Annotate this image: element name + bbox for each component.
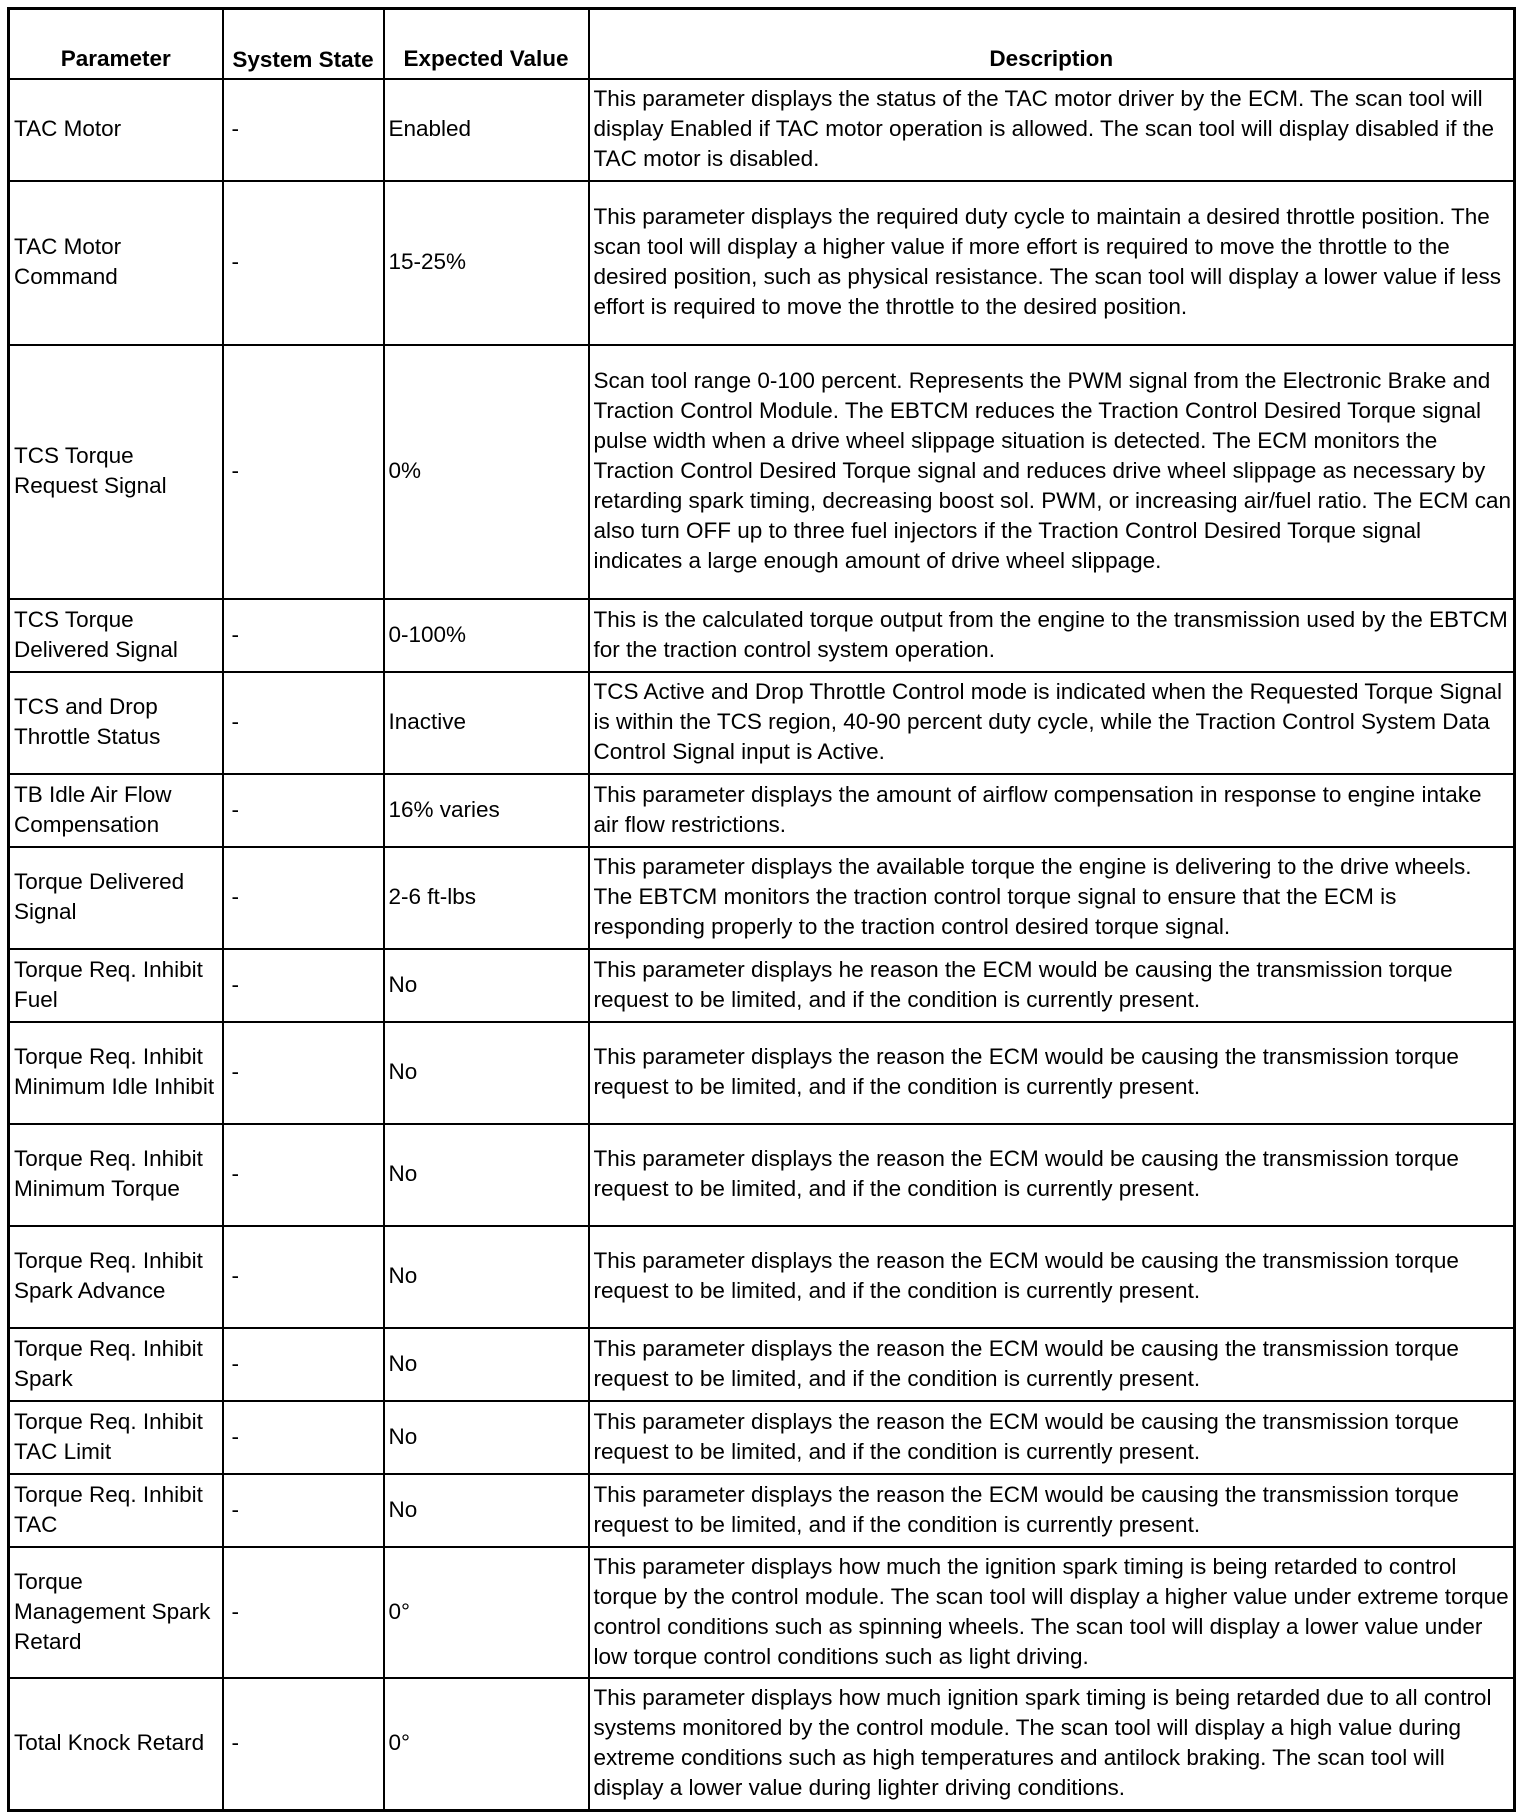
cell-system-state: - (223, 774, 384, 847)
cell-expected-value: 2-6 ft-lbs (384, 847, 589, 949)
table-row (9, 672, 1515, 774)
header-description: Description (589, 9, 1515, 79)
header-parameter: Parameter (9, 9, 223, 79)
cell-system-state: - (223, 1124, 384, 1226)
cell-expected-value: 0% (384, 345, 589, 599)
cell-expected-value: No (384, 1124, 589, 1226)
cell-parameter: TAC Motor (9, 79, 223, 181)
cell-expected-value: 0° (384, 1547, 589, 1678)
cell-expected-value: No (384, 1022, 589, 1124)
cell-parameter: Torque Req. Inhibit Minimum Idle Inhibit (9, 1022, 223, 1124)
cell-system-state: - (223, 1474, 384, 1547)
cell-expected-value: No (384, 949, 589, 1022)
cell-system-state: - (223, 599, 384, 672)
cell-parameter: Torque Delivered Signal (9, 847, 223, 949)
cell-parameter: Torque Req. Inhibit TAC Limit (9, 1401, 223, 1474)
cell-parameter: TCS Torque Delivered Signal (9, 599, 223, 672)
cell-expected-value: No (384, 1226, 589, 1328)
table-row (9, 1474, 1515, 1547)
cell-description: This parameter displays the reason the ECM would be causing the transmission torque request to be limited, and if the condition is currently present. (589, 1401, 1515, 1474)
table-row (9, 345, 1515, 599)
cell-system-state: - (223, 79, 384, 181)
cell-system-state: - (223, 181, 384, 345)
cell-description: This parameter displays the available torque the engine is delivering to the drive wheels. The EBTCM monitors the traction control torque signal to ensure that the ECM is responding properly to the traction control desired torque signal. (589, 847, 1515, 949)
cell-system-state: - (223, 345, 384, 599)
cell-description: This parameter displays the reason the ECM would be causing the transmission torque request to be limited, and if the condition is currently present. (589, 1226, 1515, 1328)
cell-description: TCS Active and Drop Throttle Control mode is indicated when the Requested Torque Signal is within the TCS region, 40-90 percent duty cycle, while the Traction Control System Data Control Signal input is Active. (589, 672, 1515, 774)
table-row (9, 1226, 1515, 1328)
table-body (9, 79, 1515, 1811)
cell-parameter: Torque Req. Inhibit Spark Advance (9, 1226, 223, 1328)
cell-parameter: TB Idle Air Flow Compensation (9, 774, 223, 847)
header-expected-value: Expected Value (384, 9, 589, 79)
cell-expected-value: Enabled (384, 79, 589, 181)
cell-system-state: - (223, 1226, 384, 1328)
cell-system-state: - (223, 1022, 384, 1124)
cell-description: This parameter displays he reason the ECM would be causing the transmission torque request to be limited, and if the condition is currently present. (589, 949, 1515, 1022)
cell-description: This parameter displays the amount of airflow compensation in response to engine intake air flow restrictions. (589, 774, 1515, 847)
table-row (9, 1547, 1515, 1678)
cell-expected-value: 16% varies (384, 774, 589, 847)
cell-parameter: Total Knock Retard (9, 1678, 223, 1811)
cell-parameter: Torque Req. Inhibit Fuel (9, 949, 223, 1022)
cell-parameter: Torque Management Spark Retard (9, 1547, 223, 1678)
cell-description: This parameter displays the status of the TAC motor driver by the ECM. The scan tool will display Enabled if TAC motor operation is allowed. The scan tool will display disabled if the TAC motor is disabled. (589, 79, 1515, 181)
cell-parameter: Torque Req. Inhibit Minimum Torque (9, 1124, 223, 1226)
cell-description: This parameter displays how much the ignition spark timing is being retarded to control torque by the control module. The scan tool will display a higher value under extreme torque control conditions such as spinning wheels. The scan tool will display a lower value under low torque control conditions such as light driving. (589, 1547, 1515, 1678)
table-header-row (9, 9, 1515, 79)
cell-description: This parameter displays the reason the ECM would be causing the transmission torque request to be limited, and if the condition is currently present. (589, 1474, 1515, 1547)
table-row (9, 599, 1515, 672)
cell-expected-value: No (384, 1328, 589, 1401)
table-row (9, 1401, 1515, 1474)
table-row (9, 79, 1515, 181)
cell-expected-value: No (384, 1401, 589, 1474)
cell-system-state: - (223, 1547, 384, 1678)
table-row (9, 774, 1515, 847)
cell-parameter: Torque Req. Inhibit TAC (9, 1474, 223, 1547)
cell-system-state: - (223, 847, 384, 949)
cell-description: This parameter displays the required duty cycle to maintain a desired throttle position. The scan tool will display a higher value if more effort is required to move the throttle to the desired position, such as physical resistance. The scan tool will display a lower value if less effort is required to move the throttle to the desired position. (589, 181, 1515, 345)
parameter-table (7, 7, 1516, 1812)
table-row (9, 1022, 1515, 1124)
cell-parameter: TAC Motor Command (9, 181, 223, 345)
table-row (9, 847, 1515, 949)
table-row (9, 1124, 1515, 1226)
cell-expected-value: 0-100% (384, 599, 589, 672)
cell-description: This parameter displays the reason the ECM would be causing the transmission torque request to be limited, and if the condition is currently present. (589, 1124, 1515, 1226)
cell-system-state: - (223, 1401, 384, 1474)
cell-parameter: TCS Torque Request Signal (9, 345, 223, 599)
cell-parameter: Torque Req. Inhibit Spark (9, 1328, 223, 1401)
cell-description: This parameter displays how much ignition spark timing is being retarded due to all control systems monitored by the control module. The scan tool will display a high value during extreme conditions such as high temperatures and antilock braking. The scan tool will display a lower value during lighter driving conditions. (589, 1678, 1515, 1811)
cell-description: This parameter displays the reason the ECM would be causing the transmission torque request to be limited, and if the condition is currently present. (589, 1328, 1515, 1401)
cell-system-state: - (223, 1328, 384, 1401)
cell-description: Scan tool range 0-100 percent. Represents the PWM signal from the Electronic Brake and Traction Control Module. The EBTCM reduces the Traction Control Desired Torque signal pulse width when a drive wheel slippage situation is detected. The ECM monitors the Traction Control Desired Torque signal and reduces drive wheel slippage as necessary by retarding spark timing, decreasing boost sol. PWM, or increasing air/fuel ratio. The ECM can also turn OFF up to three fuel injectors if the Traction Control Desired Torque signal indicates a large enough amount of drive wheel slippage. (589, 345, 1515, 599)
cell-expected-value: No (384, 1474, 589, 1547)
cell-expected-value: 0° (384, 1678, 589, 1811)
table-row (9, 1678, 1515, 1811)
cell-expected-value: Inactive (384, 672, 589, 774)
cell-parameter: TCS and Drop Throttle Status (9, 672, 223, 774)
table-row (9, 949, 1515, 1022)
cell-description: This parameter displays the reason the ECM would be causing the transmission torque request to be limited, and if the condition is currently present. (589, 1022, 1515, 1124)
cell-description: This is the calculated torque output from the engine to the transmission used by the EBTCM for the traction control system operation. (589, 599, 1515, 672)
table-row (9, 1328, 1515, 1401)
header-system-state: System State (223, 9, 384, 79)
cell-system-state: - (223, 672, 384, 774)
cell-system-state: - (223, 1678, 384, 1811)
cell-expected-value: 15-25% (384, 181, 589, 345)
parameter-table-container (7, 7, 1513, 1812)
table-row (9, 181, 1515, 345)
cell-system-state: - (223, 949, 384, 1022)
